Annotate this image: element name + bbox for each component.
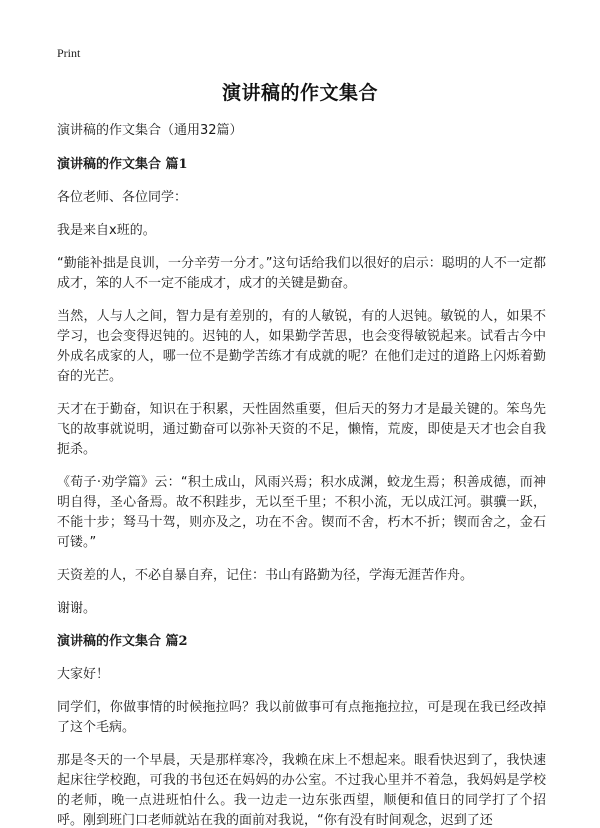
print-link[interactable]: Print [57,46,81,60]
section-1-paragraph: 天资差的人，不必自暴自弃，记住：书山有路勤为径，学海无涯苦作舟。 [57,568,474,583]
section-1-paragraph: 我是来自x班的。 [57,223,156,238]
section-1-paragraph: 各位老师、各位同学： [57,190,188,205]
document-body [57,121,546,828]
section-2-paragraph: 那是冬天的一个早晨，天是那样寒冷，我赖在床上不想起来。眼看快迟到了，我快速起床往学校跑，可我的书包还在妈妈的办公室。不过我心里并不着急，我妈妈是学校的老师，晚一点进班怕什么。我一边走一边东张西望，顺便和值日的同学打了个招呼。刚到班门口老师就站在我的面前对我说，“你有没有时间观念，迟到了还 [57,753,546,828]
page-title: 演讲稿的作文集合 [221,82,378,104]
section-2-paragraph: 大家好！ [57,667,110,682]
section-1-paragraph: 谢谢。 [57,601,97,616]
section-1-paragraph: “勤能补拙是良训，一分辛劳一分才。”这句话给我们以很好的启示：聪明的人不一定都成才，笨的人不一定不能成才，成才的关键是勤奋。 [57,256,546,291]
section-heading-2: 演讲稿的作文集合 篇2 [57,634,188,649]
document-subtitle: 演讲稿的作文集合（通用32篇） [57,123,243,138]
section-2-paragraph: 同学们，你做事情的时候拖拉吗？我以前做事可有点拖拖拉拉，可是现在我已经改掉了这个毛病。 [57,700,546,735]
section-1-paragraph: 当然，人与人之间，智力是有差别的，有的人敏锐，有的人迟钝。敏锐的人，如果不学习，也会变得迟钝的。迟钝的人，如果勤学苦思，也会变得敏锐起来。试看古今中外成名成家的人，哪一位不是勤学苦练才有成就的呢？在他们走过的道路上闪烁着勤奋的光芒。 [57,309,546,384]
section-1-paragraph: 《荀子·劝学篇》云：“积土成山，风雨兴焉；积水成渊，蛟龙生焉；积善成德，而神明自得，圣心备焉。故不积跬步，无以至千里；不积小流，无以成江河。骐骥一跃，不能十步；驽马十驾，则亦及之，功在不舍。锲而不舍，朽木不折；锲而舍之，金石可镂。” [57,475,546,550]
section-1-paragraph: 天才在于勤奋，知识在于积累，天性固然重要，但后天的努力才是最关键的。笨鸟先飞的故事就说明，通过勤奋可以弥补天资的不足，懒惰，荒废，即使是天才也会自我扼杀。 [57,402,546,457]
section-heading-1: 演讲稿的作文集合 篇1 [57,157,188,172]
